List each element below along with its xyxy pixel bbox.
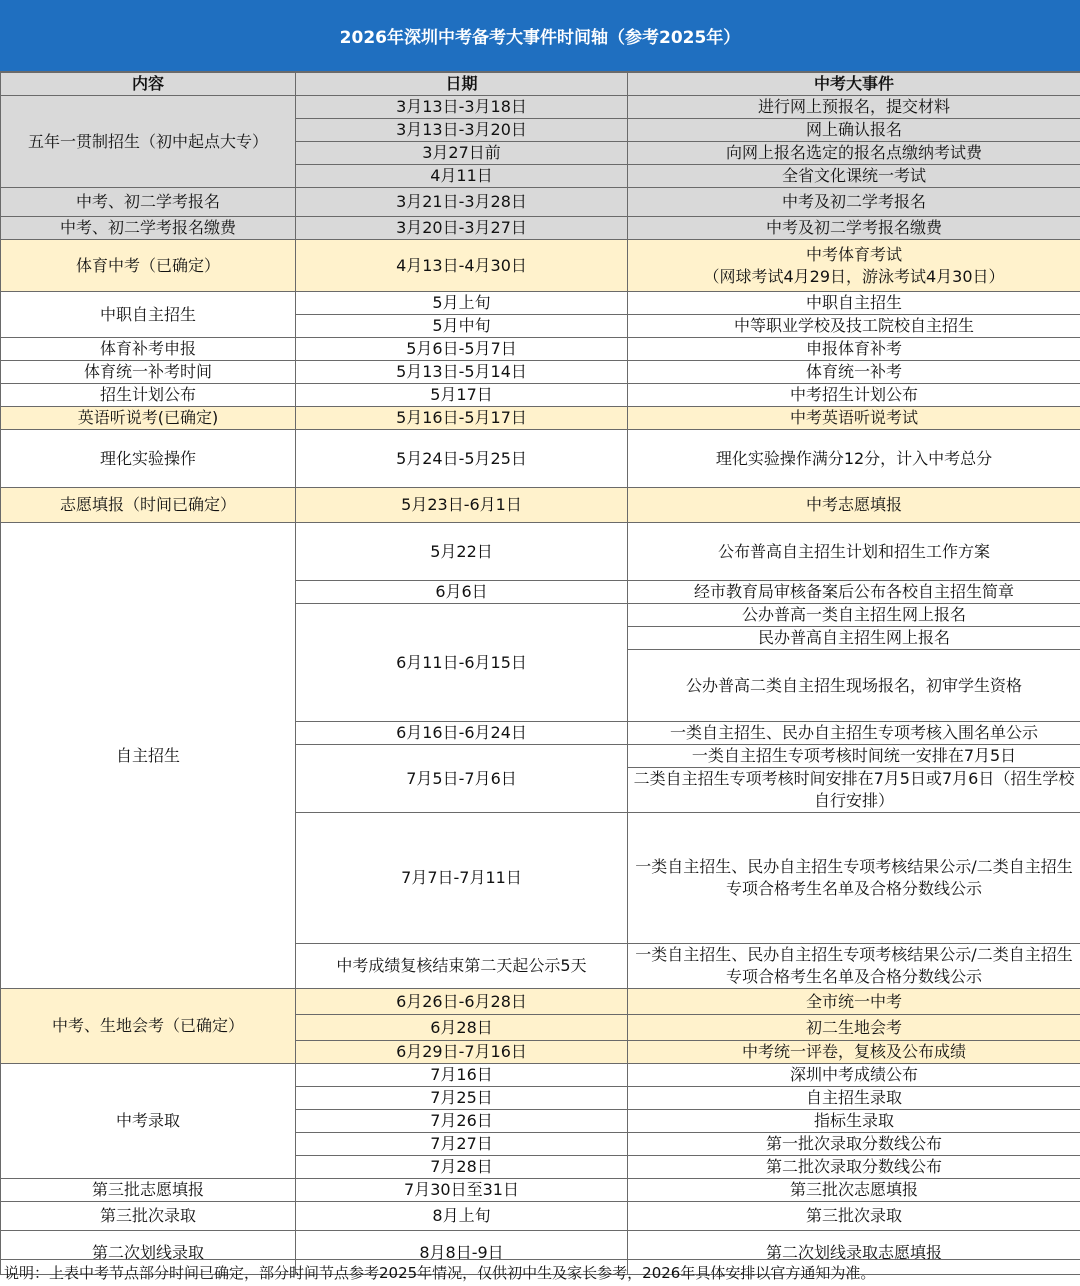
event-cell: 第三批次录取 <box>628 1202 1080 1231</box>
event-cell: 自主招生录取 <box>628 1087 1080 1110</box>
content-cell: 中考录取 <box>1 1064 296 1179</box>
event-cell: 一类自主招生、民办自主招生专项考核结果公示/二类自主招生专项合格考生名单及合格分数线公示 <box>628 813 1080 944</box>
event-cell <box>628 240 1080 292</box>
table-row <box>1 217 1080 240</box>
event-cell: 申报体育补考 <box>628 338 1080 361</box>
event-cell: 中考及初二学考报名 <box>628 188 1080 217</box>
event-cell: 一类自主招生专项考核时间统一安排在7月5日 <box>628 745 1080 768</box>
date-cell: 8月8日-9日 <box>296 1231 628 1275</box>
page-title: 2026年深圳中考备考大事件时间轴（参考2025年） <box>0 0 1080 72</box>
content-cell: 体育统一补考时间 <box>1 361 296 384</box>
table-row <box>1 1179 1080 1202</box>
date-cell: 3月13日-3月20日 <box>296 119 628 142</box>
table-row <box>1 240 1080 292</box>
event-cell: 经市教育局审核备案后公布各校自主招生简章 <box>628 581 1080 604</box>
event-cell: 第三批次志愿填报 <box>628 1179 1080 1202</box>
date-cell: 7月30日至31日 <box>296 1179 628 1202</box>
content-cell: 中考、初二学考报名缴费 <box>1 217 296 240</box>
date-cell: 5月16日-5月17日 <box>296 407 628 430</box>
content-cell: 五年一贯制招生（初中起点大专） <box>1 96 296 188</box>
content-cell: 体育补考申报 <box>1 338 296 361</box>
date-cell: 7月28日 <box>296 1156 628 1179</box>
event-cell: 网上确认报名 <box>628 119 1080 142</box>
event-cell: 中考志愿填报 <box>628 488 1080 523</box>
content-cell: 志愿填报（时间已确定） <box>1 488 296 523</box>
date-cell: 7月16日 <box>296 1064 628 1087</box>
event-cell: 中等职业学校及技工院校自主招生 <box>628 315 1080 338</box>
event-cell: 深圳中考成绩公布 <box>628 1064 1080 1087</box>
table-row <box>1 292 1080 315</box>
date-cell: 8月上旬 <box>296 1202 628 1231</box>
table-row <box>1 989 1080 1015</box>
header-content: 内容 <box>1 73 296 96</box>
date-cell: 6月11日-6月15日 <box>296 604 628 722</box>
date-cell: 3月20日-3月27日 <box>296 217 628 240</box>
table-row <box>1 361 1080 384</box>
date-cell: 6月16日-6月24日 <box>296 722 628 745</box>
event-cell: 中考统一评卷，复核及公布成绩 <box>628 1041 1080 1064</box>
event-cell: 一类自主招生、民办自主招生专项考核入围名单公示 <box>628 722 1080 745</box>
date-cell: 6月29日-7月16日 <box>296 1041 628 1064</box>
date-cell: 7月7日-7月11日 <box>296 813 628 944</box>
event-line: 中考体育考试 <box>805 244 902 264</box>
table-row <box>1 338 1080 361</box>
content-cell: 自主招生 <box>1 523 296 989</box>
table-row <box>1 384 1080 407</box>
event-cell: 全省文化课统一考试 <box>628 165 1080 188</box>
event-cell: 中考招生计划公布 <box>628 384 1080 407</box>
event-cell: 中考英语听说考试 <box>628 407 1080 430</box>
header-date: 日期 <box>296 73 628 96</box>
date-cell: 5月6日-5月7日 <box>296 338 628 361</box>
date-cell: 7月27日 <box>296 1133 628 1156</box>
event-cell: 第一批次录取分数线公布 <box>628 1133 1080 1156</box>
content-cell: 第二次划线录取 <box>1 1231 296 1275</box>
table-row <box>1 1064 1080 1087</box>
date-cell: 7月5日-7月6日 <box>296 745 628 813</box>
table-row <box>1 188 1080 217</box>
date-cell: 6月28日 <box>296 1015 628 1041</box>
content-cell: 第三批志愿填报 <box>1 1179 296 1202</box>
header-event: 中考大事件 <box>628 73 1080 96</box>
content-cell: 招生计划公布 <box>1 384 296 407</box>
event-cell: 向网上报名选定的报名点缴纳考试费 <box>628 142 1080 165</box>
date-cell: 3月27日前 <box>296 142 628 165</box>
event-cell: 理化实验操作满分12分，计入中考总分 <box>628 430 1080 488</box>
timeline-table <box>0 72 1080 1275</box>
date-cell: 7月26日 <box>296 1110 628 1133</box>
date-cell: 5月中旬 <box>296 315 628 338</box>
content-cell: 英语听说考(已确定) <box>1 407 296 430</box>
event-cell: 第二批次录取分数线公布 <box>628 1156 1080 1179</box>
date-cell: 3月13日-3月18日 <box>296 96 628 119</box>
event-cell: 全市统一中考 <box>628 989 1080 1015</box>
footnote: 说明：上表中考节点部分时间已确定，部分时间节点参考2025年情况，仅供初中生及家长参考，2026年具体安排以官方通知为准。 <box>0 1259 1080 1286</box>
event-cell: 第二次划线录取志愿填报 <box>628 1231 1080 1275</box>
table-row <box>1 96 1080 119</box>
content-cell: 理化实验操作 <box>1 430 296 488</box>
date-cell: 5月23日-6月1日 <box>296 488 628 523</box>
event-cell: 二类自主招生专项考核时间安排在7月5日或7月6日（招生学校自行安排） <box>628 768 1080 813</box>
date-cell: 中考成绩复核结束第二天起公示5天 <box>296 944 628 989</box>
table-row <box>1 523 1080 581</box>
date-cell: 4月13日-4月30日 <box>296 240 628 292</box>
event-cell: 公办普高二类自主招生现场报名，初审学生资格 <box>628 650 1080 722</box>
date-cell: 6月6日 <box>296 581 628 604</box>
date-cell: 6月26日-6月28日 <box>296 989 628 1015</box>
date-cell: 5月24日-5月25日 <box>296 430 628 488</box>
table-header <box>1 73 1080 96</box>
date-cell: 7月25日 <box>296 1087 628 1110</box>
date-cell: 5月上旬 <box>296 292 628 315</box>
event-cell: 中职自主招生 <box>628 292 1080 315</box>
event-cell: 公办普高一类自主招生网上报名 <box>628 604 1080 627</box>
content-cell: 中考、生地会考（已确定） <box>1 989 296 1064</box>
event-cell: 中考及初二学考报名缴费 <box>628 217 1080 240</box>
content-cell: 中职自主招生 <box>1 292 296 338</box>
date-cell: 3月21日-3月28日 <box>296 188 628 217</box>
table-row <box>1 488 1080 523</box>
event-cell: 民办普高自主招生网上报名 <box>628 627 1080 650</box>
table-row <box>1 1202 1080 1231</box>
date-cell: 5月22日 <box>296 523 628 581</box>
content-cell: 中考、初二学考报名 <box>1 188 296 217</box>
date-cell: 5月13日-5月14日 <box>296 361 628 384</box>
content-cell: 第三批次录取 <box>1 1202 296 1231</box>
event-cell: 进行网上预报名，提交材料 <box>628 96 1080 119</box>
event-cell: 一类自主招生、民办自主招生专项考核结果公示/二类自主招生专项合格考生名单及合格分数线公示 <box>628 944 1080 989</box>
table-row <box>1 407 1080 430</box>
date-cell: 4月11日 <box>296 165 628 188</box>
event-cell: 体育统一补考 <box>628 361 1080 384</box>
content-cell: 体育中考（已确定） <box>1 240 296 292</box>
date-cell: 5月17日 <box>296 384 628 407</box>
event-cell: 指标生录取 <box>628 1110 1080 1133</box>
event-cell: 公布普高自主招生计划和招生工作方案 <box>628 523 1080 581</box>
table-row <box>1 430 1080 488</box>
event-cell: 初二生地会考 <box>628 1015 1080 1041</box>
event-line: （网球考试4月29日，游泳考试4月30日） <box>703 266 1005 286</box>
